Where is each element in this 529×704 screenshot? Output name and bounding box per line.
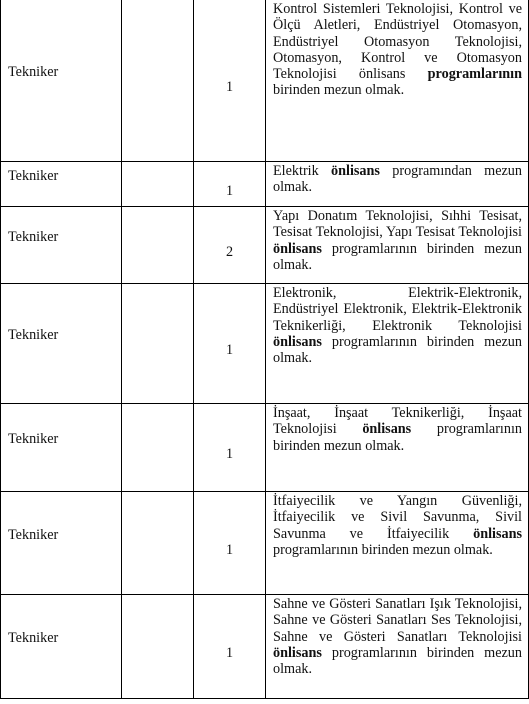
requirement-text: programlarının birinden mezun olmak. bbox=[273, 333, 522, 367]
requirement-emphasis: önlisans bbox=[273, 644, 322, 661]
requirement-emphasis: önlisans bbox=[362, 421, 412, 438]
position-label: Tekniker bbox=[8, 526, 59, 543]
position-label: Tekniker bbox=[8, 167, 59, 184]
blank-cell bbox=[122, 0, 194, 162]
blank-cell bbox=[122, 404, 194, 492]
requirement-text: Elektronik, Elektrik-Elektronik, Endüstriyel Elektronik, Elektrik-Elektronik Teknikerliği, Elektronik Teknolojisi bbox=[273, 285, 522, 334]
requirement-text: Elektrik bbox=[273, 163, 332, 179]
quota-value: 1 bbox=[225, 541, 234, 558]
quota-cell bbox=[194, 404, 266, 492]
requirement-text: programından mezun olmak. bbox=[273, 163, 522, 196]
quota-cell bbox=[194, 595, 266, 699]
requirement-emphasis: önlisans bbox=[331, 163, 380, 179]
position-label: Tekniker bbox=[8, 64, 59, 81]
requirement-emphasis: önlisans bbox=[273, 240, 322, 257]
quota-value: 1 bbox=[225, 342, 234, 359]
position-cell bbox=[1, 162, 122, 207]
quota-cell bbox=[194, 207, 266, 284]
requirement-text: İnşaat, İnşaat Teknikerliği, İnşaat Teknolojisi bbox=[273, 405, 522, 438]
quota-value: 1 bbox=[225, 79, 234, 96]
position-label: Tekniker bbox=[8, 431, 59, 448]
requirement-text: İtfaiyecilik ve Yangın Güvenliği, İtfaiyecilik ve Sivil Savunma, Sivil Savunma ve İtfaiyecilik bbox=[273, 493, 522, 542]
position-cell bbox=[1, 284, 122, 404]
requirement-cell bbox=[266, 492, 529, 595]
position-label: Tekniker bbox=[8, 630, 59, 647]
table-row bbox=[1, 0, 529, 162]
position-cell bbox=[1, 0, 122, 162]
requirement-text: programlarının birinden mezun olmak. bbox=[273, 421, 522, 454]
requirement-text: Kontrol Sistemleri Teknolojisi, Kontrol ve Ölçü Aletleri, Endüstriyel Otomasyon, Endüstriyel Otomasyon Teknolojisi, Otomasyon, Kontrol ve Otomasyon Teknolojisi önlisans bbox=[273, 1, 522, 83]
blank-cell bbox=[122, 595, 194, 699]
quota-value: 1 bbox=[225, 645, 234, 662]
quota-value: 2 bbox=[225, 243, 234, 260]
requirement-cell bbox=[266, 0, 529, 162]
position-cell bbox=[1, 595, 122, 699]
table-row bbox=[1, 492, 529, 595]
table-row bbox=[1, 595, 529, 699]
quota-value: 1 bbox=[225, 446, 234, 463]
requirement-emphasis: önlisans bbox=[273, 333, 322, 350]
quota-cell bbox=[194, 162, 266, 207]
requirement-text: Sahne ve Gösteri Sanatları Işık Teknolojisi, Sahne ve Gösteri Sanatları Ses Teknolojisi, Sahne ve Gösteri Sanatları Teknolojisi bbox=[273, 596, 522, 645]
requirement-emphasis: programlarının bbox=[427, 66, 522, 83]
table-row bbox=[1, 162, 529, 207]
requirement-cell bbox=[266, 207, 529, 284]
requirement-text: programlarının birinden mezun olmak. bbox=[273, 644, 522, 678]
quota-cell bbox=[194, 284, 266, 404]
requirement-cell bbox=[266, 595, 529, 699]
requirement-emphasis: önlisans bbox=[473, 525, 522, 542]
position-cell bbox=[1, 207, 122, 284]
position-label: Tekniker bbox=[8, 327, 59, 344]
position-cell bbox=[1, 404, 122, 492]
quota-cell bbox=[194, 0, 266, 162]
position-cell bbox=[1, 492, 122, 595]
blank-cell bbox=[122, 284, 194, 404]
requirement-cell bbox=[266, 284, 529, 404]
table-row bbox=[1, 404, 529, 492]
blank-cell bbox=[122, 162, 194, 207]
requirement-text: programlarının birinden mezun olmak. bbox=[273, 240, 522, 273]
table-row bbox=[1, 207, 529, 284]
blank-cell bbox=[122, 492, 194, 595]
requirement-text: Yapı Donatım Teknolojisi, Sıhhi Tesisat, Tesisat Teknolojisi, Yapı Tesisat Teknolojisi bbox=[273, 208, 522, 241]
requirement-cell bbox=[266, 404, 529, 492]
position-label: Tekniker bbox=[8, 228, 59, 245]
requirement-text: birinden mezun olmak. bbox=[273, 82, 405, 99]
table-row bbox=[1, 284, 529, 404]
quota-value: 1 bbox=[225, 182, 234, 199]
requirement-cell bbox=[266, 162, 529, 207]
blank-cell bbox=[122, 207, 194, 284]
quota-cell bbox=[194, 492, 266, 595]
requirement-text: programlarının birinden mezun olmak. bbox=[273, 541, 493, 558]
